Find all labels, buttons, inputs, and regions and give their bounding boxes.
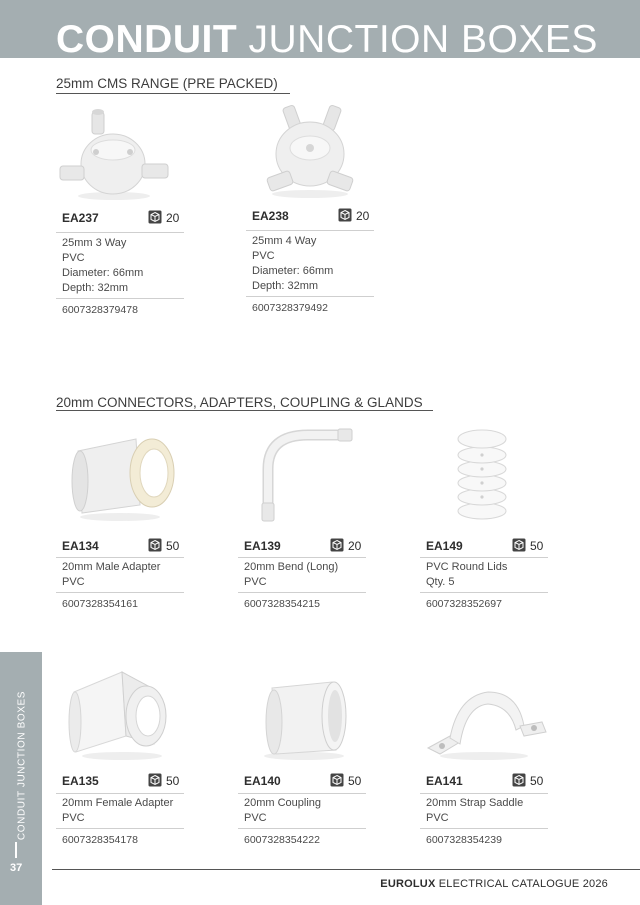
product-code-row bbox=[420, 771, 548, 793]
divider bbox=[238, 828, 366, 829]
product-code: EA140 bbox=[244, 774, 281, 788]
divider bbox=[238, 592, 366, 593]
page-title-bold: CONDUIT bbox=[56, 18, 238, 58]
divider bbox=[238, 557, 366, 558]
divider bbox=[246, 230, 374, 231]
box-qty-icon bbox=[148, 773, 162, 787]
product-card-ea134 bbox=[56, 425, 184, 615]
product-card-ea139 bbox=[238, 425, 366, 615]
product-barcode: 6007328352697 bbox=[426, 598, 502, 610]
product-code: EA134 bbox=[62, 539, 99, 553]
product-desc-line: Diameter: 66mm bbox=[252, 265, 334, 277]
divider bbox=[420, 793, 548, 794]
product-code: EA141 bbox=[426, 774, 463, 788]
product-desc-line: 20mm Bend (Long) bbox=[244, 561, 339, 573]
male-adapter-icon bbox=[56, 425, 184, 525]
divider bbox=[56, 557, 184, 558]
product-code: EA237 bbox=[62, 211, 99, 225]
box-qty-icon bbox=[338, 208, 352, 222]
product-code-row bbox=[238, 536, 366, 558]
footer-catalogue: ELECTRICAL CATALOGUE 2026 bbox=[438, 878, 608, 890]
product-qty: 50 bbox=[166, 774, 180, 788]
round-lids-icon bbox=[420, 425, 548, 525]
divider bbox=[56, 793, 184, 794]
product-desc-line: PVC bbox=[62, 576, 85, 588]
strap-saddle-icon bbox=[420, 662, 548, 762]
product-desc-line: 25mm 4 Way bbox=[252, 235, 317, 247]
product-code: EA139 bbox=[244, 539, 281, 553]
product-desc-line: 20mm Strap Saddle bbox=[426, 797, 524, 809]
product-qty: 50 bbox=[348, 774, 362, 788]
product-code-row bbox=[56, 536, 184, 558]
product-barcode: 6007328354178 bbox=[62, 834, 138, 846]
divider bbox=[56, 828, 184, 829]
product-card-ea237 bbox=[56, 104, 184, 324]
product-desc-line: 20mm Coupling bbox=[244, 797, 322, 809]
product-desc-line: 25mm 3 Way bbox=[62, 237, 127, 249]
section-divider bbox=[56, 410, 433, 411]
divider bbox=[238, 793, 366, 794]
box-qty-icon bbox=[512, 773, 526, 787]
product-code-row bbox=[246, 206, 374, 228]
product-barcode: 6007328354222 bbox=[244, 834, 320, 846]
product-qty: 20 bbox=[348, 539, 362, 553]
product-desc-line: Depth: 32mm bbox=[252, 280, 319, 292]
product-qty: 50 bbox=[530, 774, 544, 788]
product-desc-line: 20mm Male Adapter bbox=[62, 561, 161, 573]
box-qty-icon bbox=[148, 538, 162, 552]
product-barcode: 6007328379478 bbox=[62, 304, 138, 316]
product-desc-line: Qty. 5 bbox=[426, 576, 455, 588]
product-desc-line: PVC Round Lids bbox=[426, 561, 508, 573]
product-code-row bbox=[420, 536, 548, 558]
divider bbox=[56, 298, 184, 299]
product-code: EA149 bbox=[426, 539, 463, 553]
product-barcode: 6007328354161 bbox=[62, 598, 138, 610]
divider bbox=[420, 557, 548, 558]
product-qty: 20 bbox=[166, 211, 180, 225]
product-card-ea238 bbox=[246, 102, 374, 322]
box-qty-icon bbox=[330, 538, 344, 552]
product-card-ea140 bbox=[238, 662, 366, 852]
product-card-ea135 bbox=[56, 662, 184, 852]
box-qty-icon bbox=[512, 538, 526, 552]
product-barcode: 6007328354215 bbox=[244, 598, 320, 610]
product-desc-line: Diameter: 66mm bbox=[62, 267, 144, 279]
page-number: 37 bbox=[10, 862, 23, 874]
product-code: EA135 bbox=[62, 774, 99, 788]
product-qty: 50 bbox=[166, 539, 180, 553]
footer-divider bbox=[52, 869, 640, 870]
side-tab-marker bbox=[15, 842, 17, 858]
divider bbox=[420, 828, 548, 829]
box-qty-icon bbox=[148, 210, 162, 224]
section-divider bbox=[56, 93, 290, 94]
product-card-ea149 bbox=[420, 425, 548, 615]
product-code-row bbox=[238, 771, 366, 793]
section-title-connectors: 20mm CONNECTORS, ADAPTERS, COUPLING & GLANDS bbox=[56, 395, 423, 410]
product-desc-line: PVC bbox=[244, 812, 267, 824]
product-desc-line: PVC bbox=[62, 252, 85, 264]
product-barcode: 6007328379492 bbox=[252, 302, 328, 314]
coupling-icon bbox=[238, 662, 366, 762]
product-barcode: 6007328354239 bbox=[426, 834, 502, 846]
footer-brand: EUROLUX bbox=[380, 878, 436, 890]
page-title-rest: JUNCTION BOXES bbox=[248, 18, 598, 58]
product-card-ea141 bbox=[420, 662, 548, 852]
footer bbox=[380, 878, 608, 890]
divider bbox=[56, 232, 184, 233]
product-desc-line: PVC bbox=[426, 812, 449, 824]
bend-icon bbox=[238, 425, 366, 525]
page-title bbox=[56, 14, 598, 58]
product-qty: 50 bbox=[530, 539, 544, 553]
product-desc-line: 20mm Female Adapter bbox=[62, 797, 174, 809]
box-qty-icon bbox=[330, 773, 344, 787]
female-adapter-icon bbox=[56, 662, 184, 762]
product-desc-line: PVC bbox=[252, 250, 275, 262]
product-qty: 20 bbox=[356, 209, 370, 223]
three-way-junction-box-icon bbox=[56, 104, 184, 204]
divider bbox=[246, 296, 374, 297]
product-code: EA238 bbox=[252, 209, 289, 223]
product-desc-line: PVC bbox=[62, 812, 85, 824]
divider bbox=[420, 592, 548, 593]
side-section-label: CONDUIT JUNCTION BOXES bbox=[16, 690, 28, 841]
product-code-row bbox=[56, 771, 184, 793]
page-header bbox=[0, 0, 640, 58]
product-desc-line: Depth: 32mm bbox=[62, 282, 129, 294]
product-code-row bbox=[56, 208, 184, 230]
product-desc-line: PVC bbox=[244, 576, 267, 588]
four-way-junction-box-icon bbox=[246, 102, 374, 202]
divider bbox=[56, 592, 184, 593]
section-title-cms-range: 25mm CMS RANGE (PRE PACKED) bbox=[56, 76, 278, 91]
